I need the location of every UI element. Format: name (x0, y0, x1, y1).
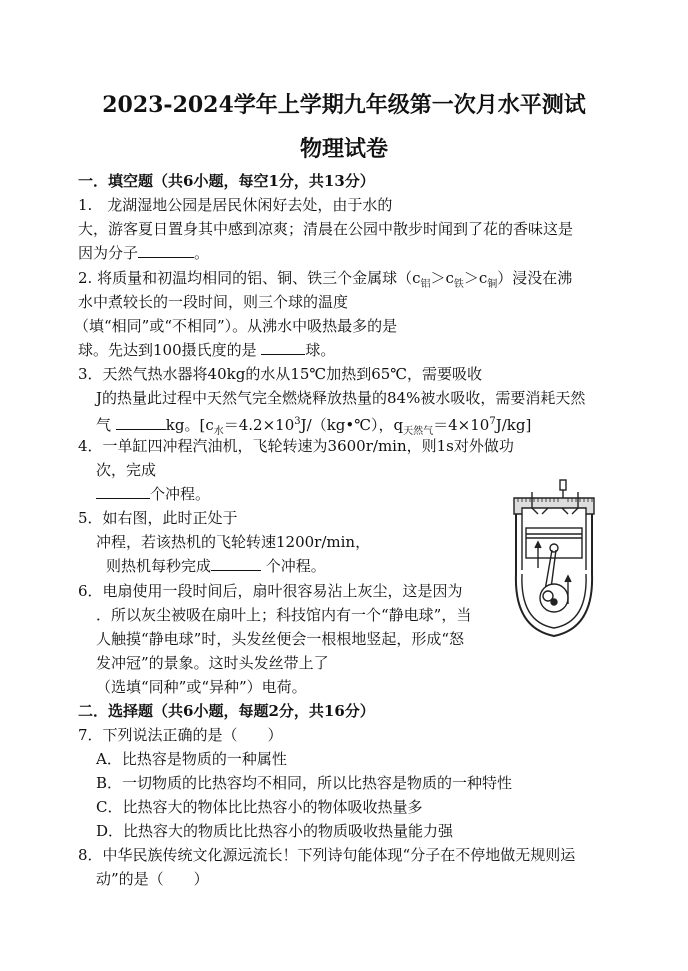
section-heading-choice: 二．选择题（共6小题，每题2分，共16分） (78, 702, 375, 720)
q6-line-2: ．所以灰尘被吸在扇叶上；科技馆内有一个“静电球”，当 (96, 606, 472, 624)
q2-sub-fe: 铁 (453, 279, 464, 290)
q8-line-1: 8．中华民族传统文化源远流长！下列诗句能体现“分子在不停地做无规则运 (78, 846, 576, 864)
q6-line-3: 人触摸“静电球”时，头发丝便会一根根地竖起，形成“怒 (96, 630, 465, 648)
q3-line-1: 3．天然气热水器将40kg的水从15℃加热到65℃，需要吸收 (78, 365, 483, 383)
q6-line-1: 6．电扇使用一段时间后，扇叶很容易沾上灰尘，这是因为 (78, 582, 463, 600)
q1-line-1: 1. 龙湖湿地公园是居民休闲好去处，由于水的 (78, 196, 393, 214)
q1-text: 因为分子 (78, 244, 139, 262)
answer-blank[interactable] (116, 415, 166, 430)
q2-text: ）浸没在沸 (497, 269, 573, 287)
q7-stem: 7．下列说法正确的是（ ） (78, 726, 283, 744)
answer-blank[interactable] (138, 243, 194, 258)
section-heading-fill: 一．填空题（共6小题，每空1分，共13分） (78, 172, 375, 190)
q4-line-3 (96, 484, 210, 504)
q2-end: 球。 (305, 341, 336, 359)
q3-text: J/（kg•℃），q (300, 416, 404, 434)
q5-line-2: 冲程，若该热机的飞轮转速1200r/min， (96, 533, 371, 551)
engine-cylinder-icon (508, 478, 600, 640)
q2-line-2: 水中煮较长的一段时间，则三个球的温度 (78, 293, 349, 311)
q7-option-d[interactable]: D．比热容大的物质比比热容小的物质吸收热量能力强 (96, 822, 454, 840)
answer-blank[interactable] (261, 340, 305, 355)
q2-text: 球。先达到100摄氏度的是 (78, 341, 257, 359)
q2-sub-al: 铝 (420, 279, 431, 290)
q5-line-1: 5．如右图，此时正处于 (78, 509, 238, 527)
q1-line-3 (78, 243, 209, 263)
answer-blank[interactable] (211, 556, 261, 571)
q3-text: ＝4×10 (433, 416, 490, 434)
q3-text: kg。[c (165, 416, 214, 434)
q5-line-3 (106, 556, 326, 576)
q4-text: 个冲程。 (150, 485, 211, 503)
q7-option-a[interactable]: A．比热容是物质的一种属性 (96, 750, 287, 768)
q2-text: 2. 将质量和初温均相同的铝、铜、铁三个金属球（c (78, 269, 421, 287)
q8-line-2: 动”的是（ ） (96, 870, 209, 888)
q3-sup: 3 (294, 416, 301, 427)
q6-line-5: （选填“同种”或“异种”）电荷。 (96, 678, 307, 696)
q4-line-1: 4．一单缸四冲程汽油机，飞轮转速为3600r/min，则1s对外做功 (78, 437, 514, 455)
q2-gt: ＞c (430, 269, 454, 287)
q3-text: 气 (96, 416, 112, 434)
q3-text: ＝4.2×10 (223, 416, 295, 434)
q2-line-4 (78, 340, 335, 360)
q5-text: 个冲程。 (265, 557, 326, 575)
q2-line-1 (78, 268, 572, 295)
q1-end: 。 (194, 244, 210, 262)
page-subtitle: 物理试卷 (299, 136, 388, 162)
q2-sub-cu: 铜 (487, 279, 498, 290)
q6-line-4: 发冲冠”的景象。这时头发丝带上了 (96, 654, 329, 672)
q1-line-2: 大，游客夏日置身其中感到凉爽；清晨在公园中散步时闻到了花的香味这是 (78, 220, 574, 238)
page-title: 2023-2024学年上学期九年级第一次月水平测试 (102, 92, 586, 118)
q3-sub-gas: 天然气 (403, 426, 434, 437)
q3-sub-water: 水 (213, 426, 224, 437)
q7-option-b[interactable]: B．一切物质的比热容均不相同，所以比热容是物质的一种特性 (96, 774, 513, 792)
q7-option-c[interactable]: C．比热容大的物体比比热容小的物体吸收热量多 (96, 798, 423, 816)
q3-line-2: J的热量此过程中天然气完全燃烧释放热量的84%被水吸收，需要消耗天然 (96, 389, 586, 407)
q2-gt: ＞c (463, 269, 488, 287)
answer-blank[interactable] (96, 484, 150, 499)
q4-line-2: 次，完成 (96, 461, 157, 479)
q3-text: J/kg] (495, 416, 532, 434)
q3-sup: 7 (489, 416, 496, 427)
q2-line-3: （填“相同”或“不相同”）。从沸水中吸热最多的是 (74, 317, 398, 335)
q5-text: 则热机每秒完成 (106, 557, 212, 575)
